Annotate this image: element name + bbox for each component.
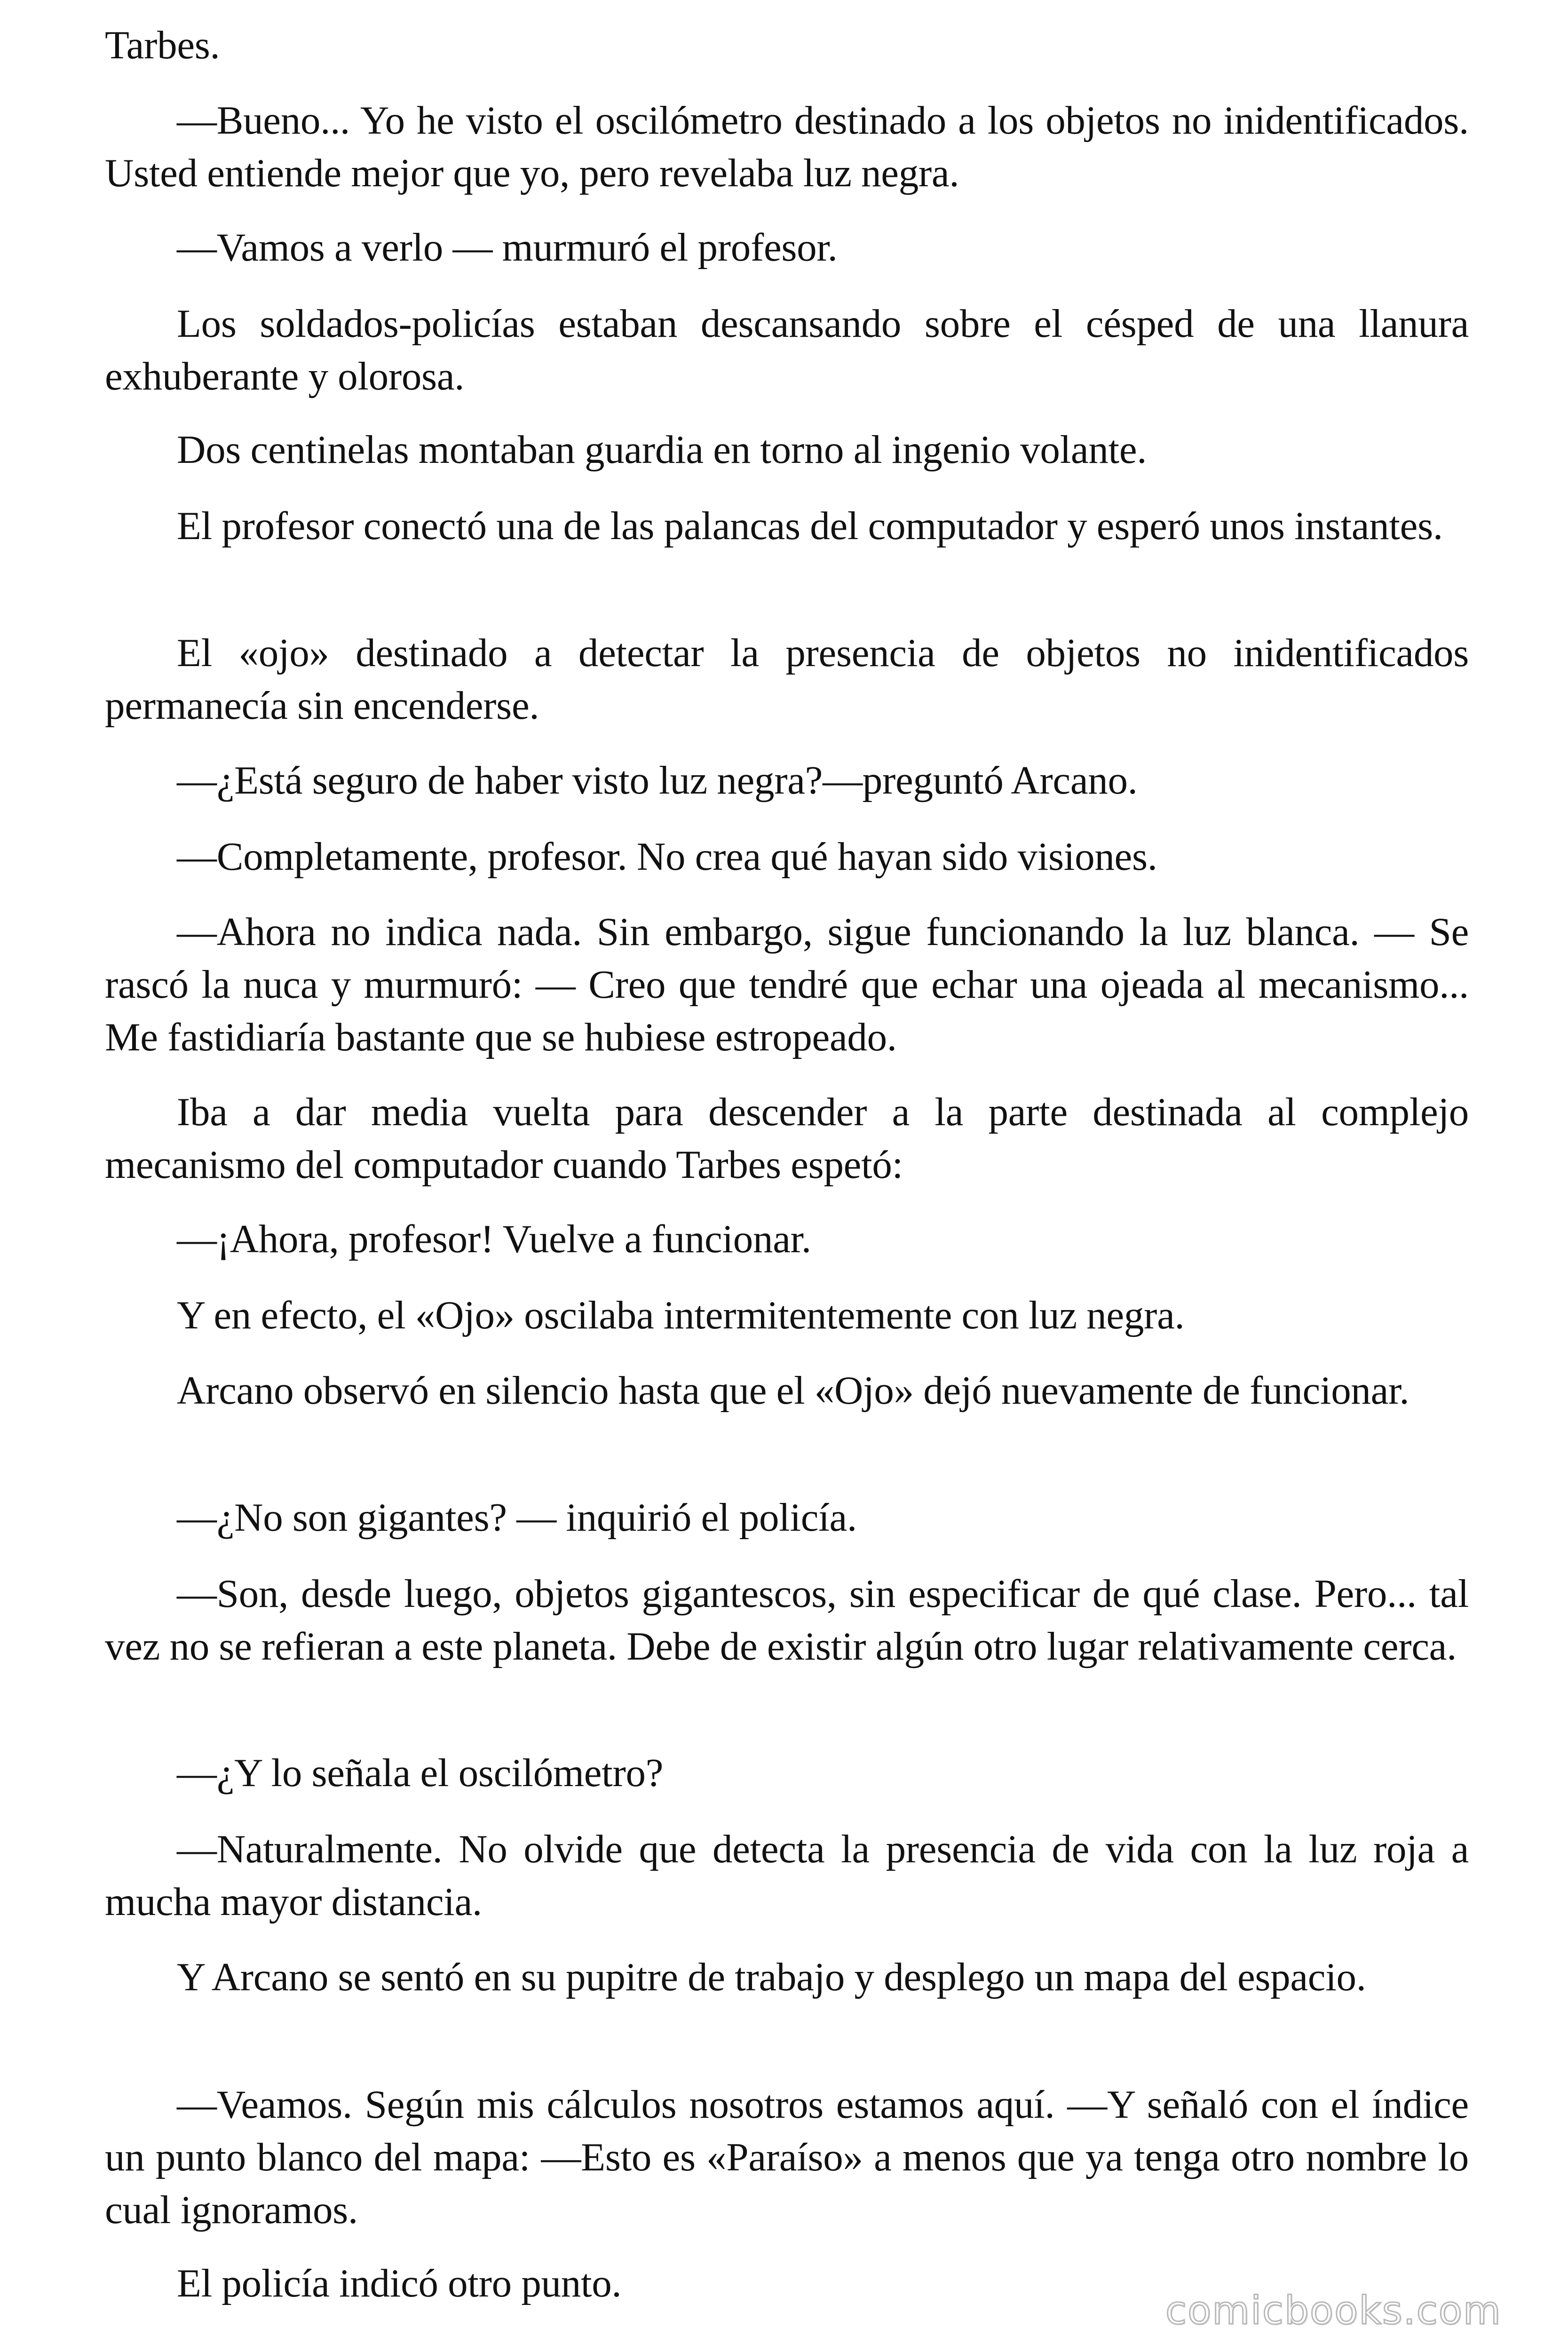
paragraph: Los soldados-policías estaban descansando sobre el césped de una llanura exhuberante y olorosa. xyxy=(105,302,1469,398)
paragraph: —Completamente, profesor. No crea qué hayan sido visiones. xyxy=(177,834,1157,879)
watermark: comicbooks.com xyxy=(1165,2288,1502,2333)
paragraph: —¿Y lo señala el oscilómetro? xyxy=(177,1751,664,1795)
paragraph: Arcano observó en silencio hasta que el «Ojo» dejó nuevamente de funcionar. xyxy=(177,1368,1410,1413)
paragraph: El profesor conectó una de las palancas del computador y esperó unos instantes. xyxy=(177,504,1443,548)
paragraph: —Vamos a verlo — murmuró el profesor. xyxy=(177,225,838,270)
paragraph: —Naturalmente. No olvide que detecta la presencia de vida con la luz roja a mucha mayor distancia. xyxy=(105,1827,1469,1924)
paragraph: —Ahora no indica nada. Sin embargo, sigue funcionando la luz blanca. — Se rascó la nuca y murmuró: — Creo que tendré que echar una ojeada al mecanismo... Me fastidiaría bastante que se hubiese estropeado. xyxy=(105,910,1469,1059)
paragraph: —Bueno... Yo he visto el oscilómetro destinado a los objetos no inidentificados. Usted entiende mejor que yo, pero revelaba luz negra. xyxy=(105,98,1469,195)
paragraph: —¡Ahora, profesor! Vuelve a funcionar. xyxy=(177,1217,811,1261)
paragraph-continuation: Tarbes. xyxy=(105,23,220,67)
paragraph: Iba a dar media vuelta para descender a la parte destinada al complejo mecanismo del computador cuando Tarbes espetó: xyxy=(105,1090,1469,1187)
paragraph: El policía indicó otro punto. xyxy=(177,2261,622,2305)
paragraph: —Veamos. Según mis cálculos nosotros estamos aquí. —Y señaló con el índice un punto blanco del mapa: —Esto es «Paraíso» a menos que ya tenga otro nombre lo cual ignoramos. xyxy=(105,2082,1469,2232)
paragraph: Dos centinelas montaban guardia en torno al ingenio volante. xyxy=(177,428,1147,472)
paragraph: Y Arcano se sentó en su pupitre de trabajo y desplego un mapa del espacio. xyxy=(177,1955,1366,1999)
paragraph: —¿Está seguro de haber visto luz negra?—preguntó Arcano. xyxy=(177,758,1138,803)
paragraph: —¿No son gigantes? — inquirió el policía. xyxy=(177,1495,857,1540)
paragraph: —Son, desde luego, objetos gigantescos, sin especificar de qué clase. Pero... tal vez no se refieran a este planeta. Debe de existir algún otro lugar relativamente cerca. xyxy=(105,1572,1469,1669)
paragraph: Y en efecto, el «Ojo» oscilaba intermitentemente con luz negra. xyxy=(177,1293,1185,1337)
paragraph: El «ojo» destinado a detectar la presencia de objetos no inidentificados permanecía sin encenderse. xyxy=(105,631,1469,728)
